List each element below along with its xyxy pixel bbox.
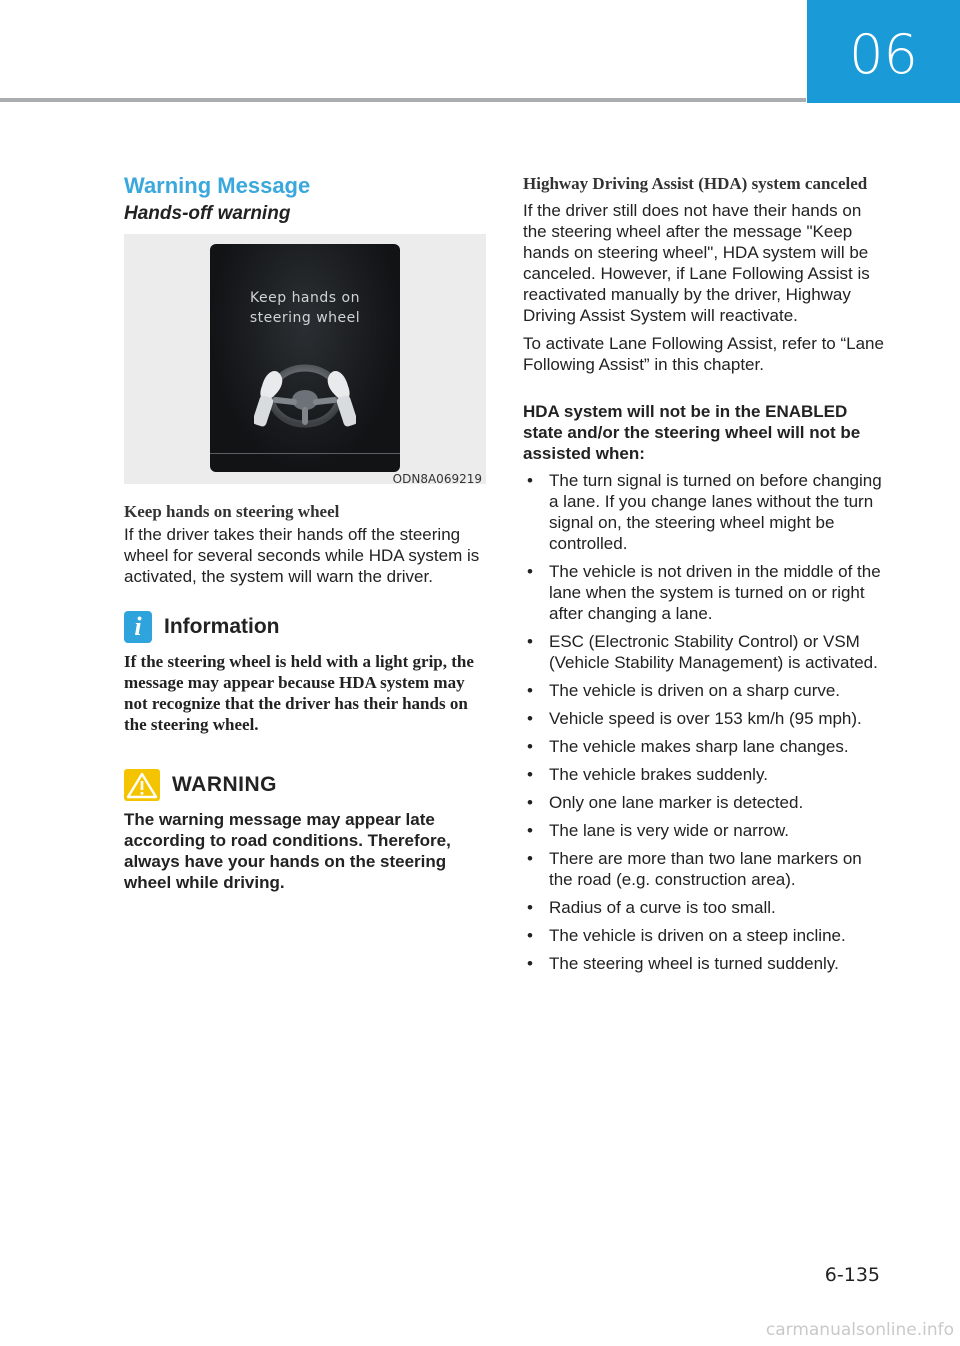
steering-wheel-hands-icon [254,356,356,432]
header-rule [0,98,806,102]
list-item: • There are more than two lane markers on the road (e.g. construction area). [523,848,889,890]
list-item: • The steering wheel is turned suddenly. [523,953,889,974]
chapter-tab: 06 [807,0,960,103]
warning-title: WARNING [172,773,277,796]
hda-canceled-para-2: To activate Lane Following Assist, refer to “Lane Following Assist” in this chapter. [523,334,884,374]
info-icon: i [124,611,152,643]
cluster-figure [124,234,486,484]
screen-line-1: Keep hands on [250,290,360,306]
figure-body: If the driver takes their hands off the steering wheel for several seconds while HDA system is activated, the system will warn the driver. [124,525,480,586]
warning-text: The warning message may appear late according to road conditions. Therefore, always have your hands on the steering wheel while driving. [124,810,451,892]
list-item: • ESC (Electronic Stability Control) or VSM (Vehicle Stability Management) is activated. [523,631,889,673]
information-title: Information [164,615,280,638]
section-title: Warning Message [124,173,311,198]
conditions-list [523,470,889,974]
list-item: • The vehicle is driven on a sharp curve. [523,680,889,701]
hda-canceled-para-1: If the driver still does not have their hands on the steering wheel after the message "Keep hands on steering wheel", HDA system will be canceled. However, if Lane Following Assist is reactivated manually by the driver, Highway Driving Assist System will reactivate. [523,201,870,325]
list-item: • Vehicle speed is over 153 km/h (95 mph). [523,708,889,729]
information-header [124,611,488,643]
list-item: • Only one lane marker is detected. [523,792,889,813]
information-text: If the steering wheel is held with a light grip, the message may appear because HDA system may not recognize that the driver has their hands on the steering wheel. [124,652,474,734]
left-column [124,172,488,893]
figure-heading: Keep hands on steering wheel [124,502,340,521]
warning-triangle-icon [124,769,160,801]
hda-canceled-heading: Highway Driving Assist (HDA) system canceled [523,174,868,193]
watermark: carmanualsonline.info [765,1320,954,1340]
right-column [523,174,889,981]
list-item: • The vehicle is not driven in the middle of the lane when the system is turned on or right after changing a lane. [523,561,889,624]
page-number: 6-135 [824,1264,880,1286]
screen-message [210,288,400,328]
screen-divider [210,453,400,454]
figure-caption: ODN8A069219 [392,472,482,486]
warning-header [124,769,488,801]
sub-title: Hands-off warning [124,203,291,224]
list-item: • The vehicle is driven on a steep incline. [523,925,889,946]
list-item: • Radius of a curve is too small. [523,897,889,918]
list-item: • The vehicle makes sharp lane changes. [523,736,889,757]
list-item: • The vehicle brakes suddenly. [523,764,889,785]
conditions-heading: HDA system will not be in the ENABLED state and/or the steering wheel will not be assisted when: [523,402,861,463]
screen-line-2: steering wheel [249,310,361,326]
list-item: • The turn signal is turned on before changing a lane. If you change lanes without the turn signal on, the steering wheel might be controlled. [523,470,889,554]
cluster-screen [210,244,400,472]
list-item: • The lane is very wide or narrow. [523,820,889,841]
